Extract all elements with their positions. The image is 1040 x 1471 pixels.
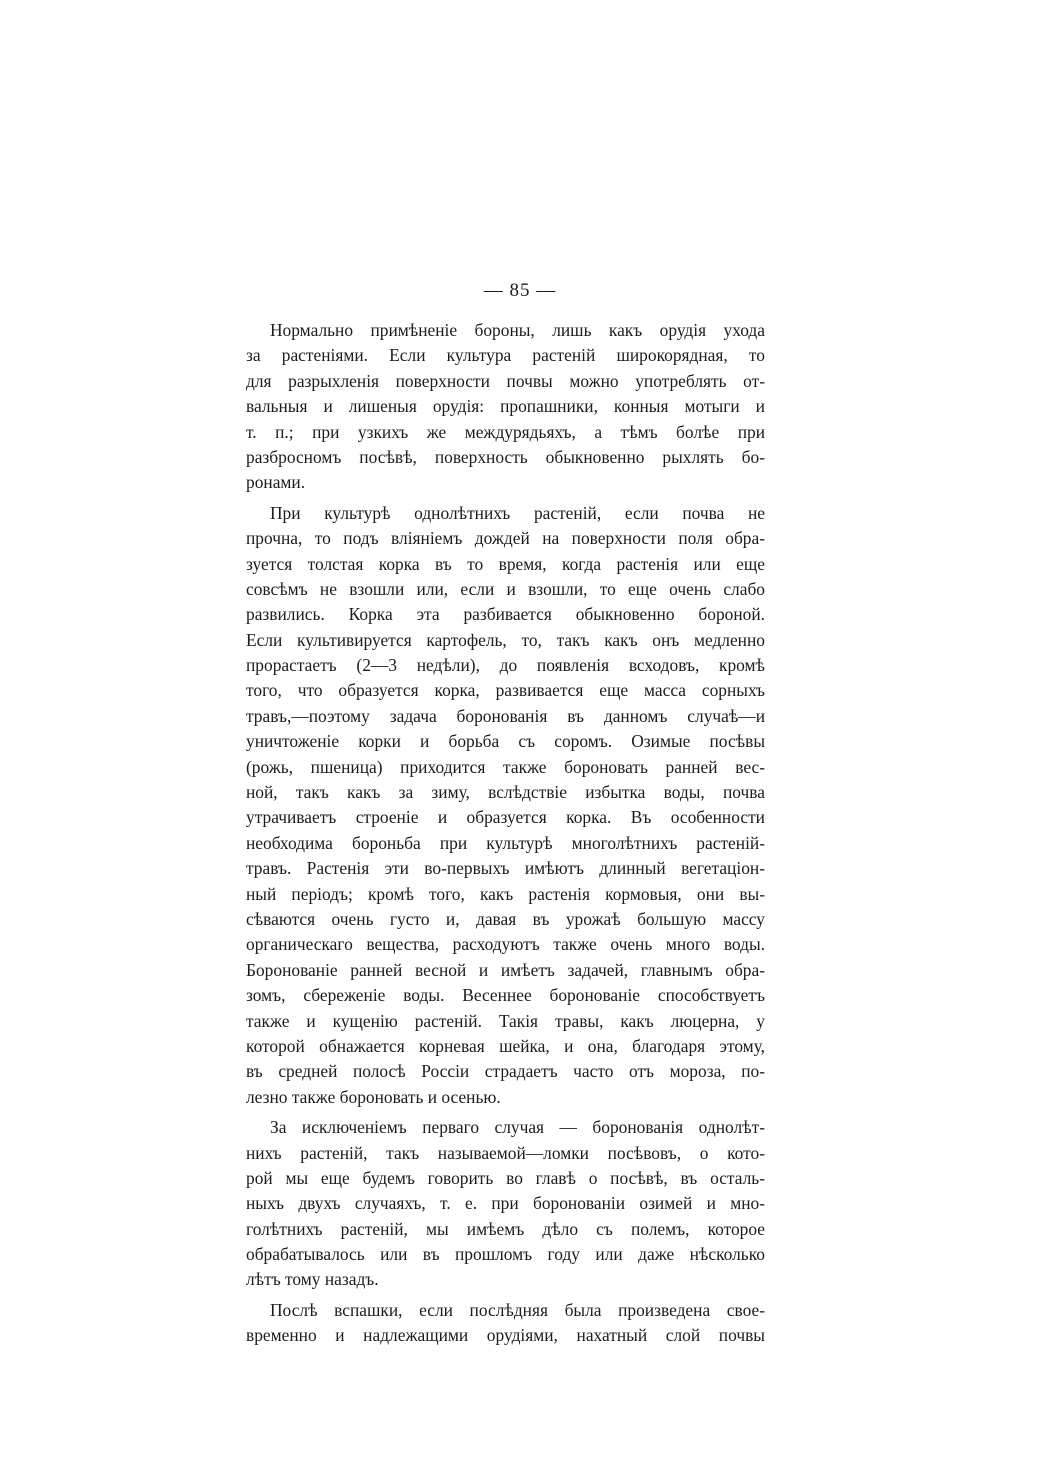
text-line: также и кущенію растеній. Такія травы, какъ люцерна, у (246, 1010, 765, 1031)
text-line: совсѣмъ не взошли или, если и взошли, то еще очень слабо (246, 578, 765, 599)
text-line: того, что образуется корка, развивается еще масса сорныхъ (246, 680, 765, 701)
paragraph (246, 1115, 765, 1293)
text-line: (рожь, пшеница) приходится также бороновать ранней вес- (246, 756, 765, 777)
text-line: При культурѣ однолѣтнихъ растеній, если почва не (270, 502, 765, 523)
text-line: за растеніями. Если культура растеній широкорядная, то (246, 345, 765, 366)
text-line: необходима бороньба при культурѣ многолѣтнихъ растеній- (246, 832, 765, 853)
text-line: нихъ растеній, такъ называемой—ломки посѣвовъ, о кото- (246, 1142, 765, 1163)
text-line: которой обнажается корневая шейка, и она, благодаря этому, (246, 1035, 765, 1056)
text-line: лѣтъ тому назадъ. (246, 1269, 379, 1290)
text-line: лезно также бороновать и осенью. (246, 1086, 501, 1107)
text-line: Боронованіе ранней весной и имѣетъ задачей, главнымъ обра- (246, 959, 765, 980)
text-line: рой мы еще будемъ говорить во главѣ о посѣвѣ, въ осталь- (246, 1167, 765, 1188)
text-line: временно и надлежащими орудіями, нахатный слой почвы (246, 1325, 765, 1346)
text-line: уничтоженіе корки и борьба съ соромъ. Озимые посѣвы (246, 731, 765, 752)
text-line: органическаго вещества, расходуютъ также очень много воды. (246, 934, 765, 955)
text-line: прорастаетъ (2—3 недѣли), до появленія всходовъ, кромѣ (246, 655, 765, 676)
paragraph (246, 501, 765, 1110)
text-line: ронами. (246, 472, 306, 493)
text-line: Нормально примѣненіе бороны, лишь какъ орудія ухода (270, 320, 765, 340)
text-line: утрачиваетъ строеніе и образуется корка. Въ особенности (246, 807, 765, 828)
text-line: развились. Корка эта разбивается обыкновенно бороной. (246, 604, 765, 625)
text-line: вальныя и лишеныя орудія: пропашники, конныя мотыги и (246, 396, 765, 417)
text-line: голѣтнихъ растеній, мы имѣемъ дѣло съ полемъ, которое (246, 1218, 765, 1239)
text-line: прочна, то подъ вліяніемъ дождей на поверхности поля обра- (246, 528, 765, 549)
text-line: зомъ, сбереженіе воды. Весеннее боронованіе способствуетъ (246, 985, 765, 1006)
text-line: Если культивируется картофель, то, такъ какъ онъ медленно (246, 629, 765, 650)
text-line: травъ,—поэтому задача боронованія въ данномъ случаѣ—и (246, 705, 765, 726)
text-line: для разрыхленія поверхности почвы можно употреблять от- (246, 370, 765, 391)
text-line: сѣваются очень густо и, давая въ урожаѣ большую массу (246, 908, 765, 929)
text-line: зуется толстая корка въ то время, когда растенія или еще (246, 553, 765, 574)
text-line: въ средней полосѣ Россіи страдаетъ часто отъ мороза, по- (246, 1061, 765, 1082)
text-line: Послѣ вспашки, если послѣдняя была произведена свое- (270, 1299, 765, 1320)
text-line: т. п.; при узкихъ же междурядьяхъ, а тѣмъ болѣе при (246, 421, 765, 442)
text-line: разбросномъ посѣвѣ, поверхность обыкновенно рыхлять бо- (246, 446, 765, 467)
text-line: травъ. Растенія эти во-первыхъ имѣютъ длинный вегетаціон- (246, 858, 765, 879)
paragraph (246, 318, 765, 496)
page-number: — 85 — (483, 280, 557, 301)
text-line: обрабатывалось или въ прошломъ году или даже нѣсколько (246, 1244, 765, 1265)
text-line: За исключеніемъ перваго случая — боронованія однолѣт- (270, 1117, 765, 1138)
body-text (246, 318, 765, 1349)
text-line: ный періодъ; кромѣ того, какъ растенія кормовыя, они вы- (246, 883, 765, 904)
text-line: ной, такъ какъ за зиму, вслѣдствіе избытка воды, почва (246, 782, 765, 803)
paragraph (246, 1298, 765, 1349)
text-line: ныхъ двухъ случаяхъ, т. е. при боронованіи озимей и мно- (246, 1193, 765, 1214)
